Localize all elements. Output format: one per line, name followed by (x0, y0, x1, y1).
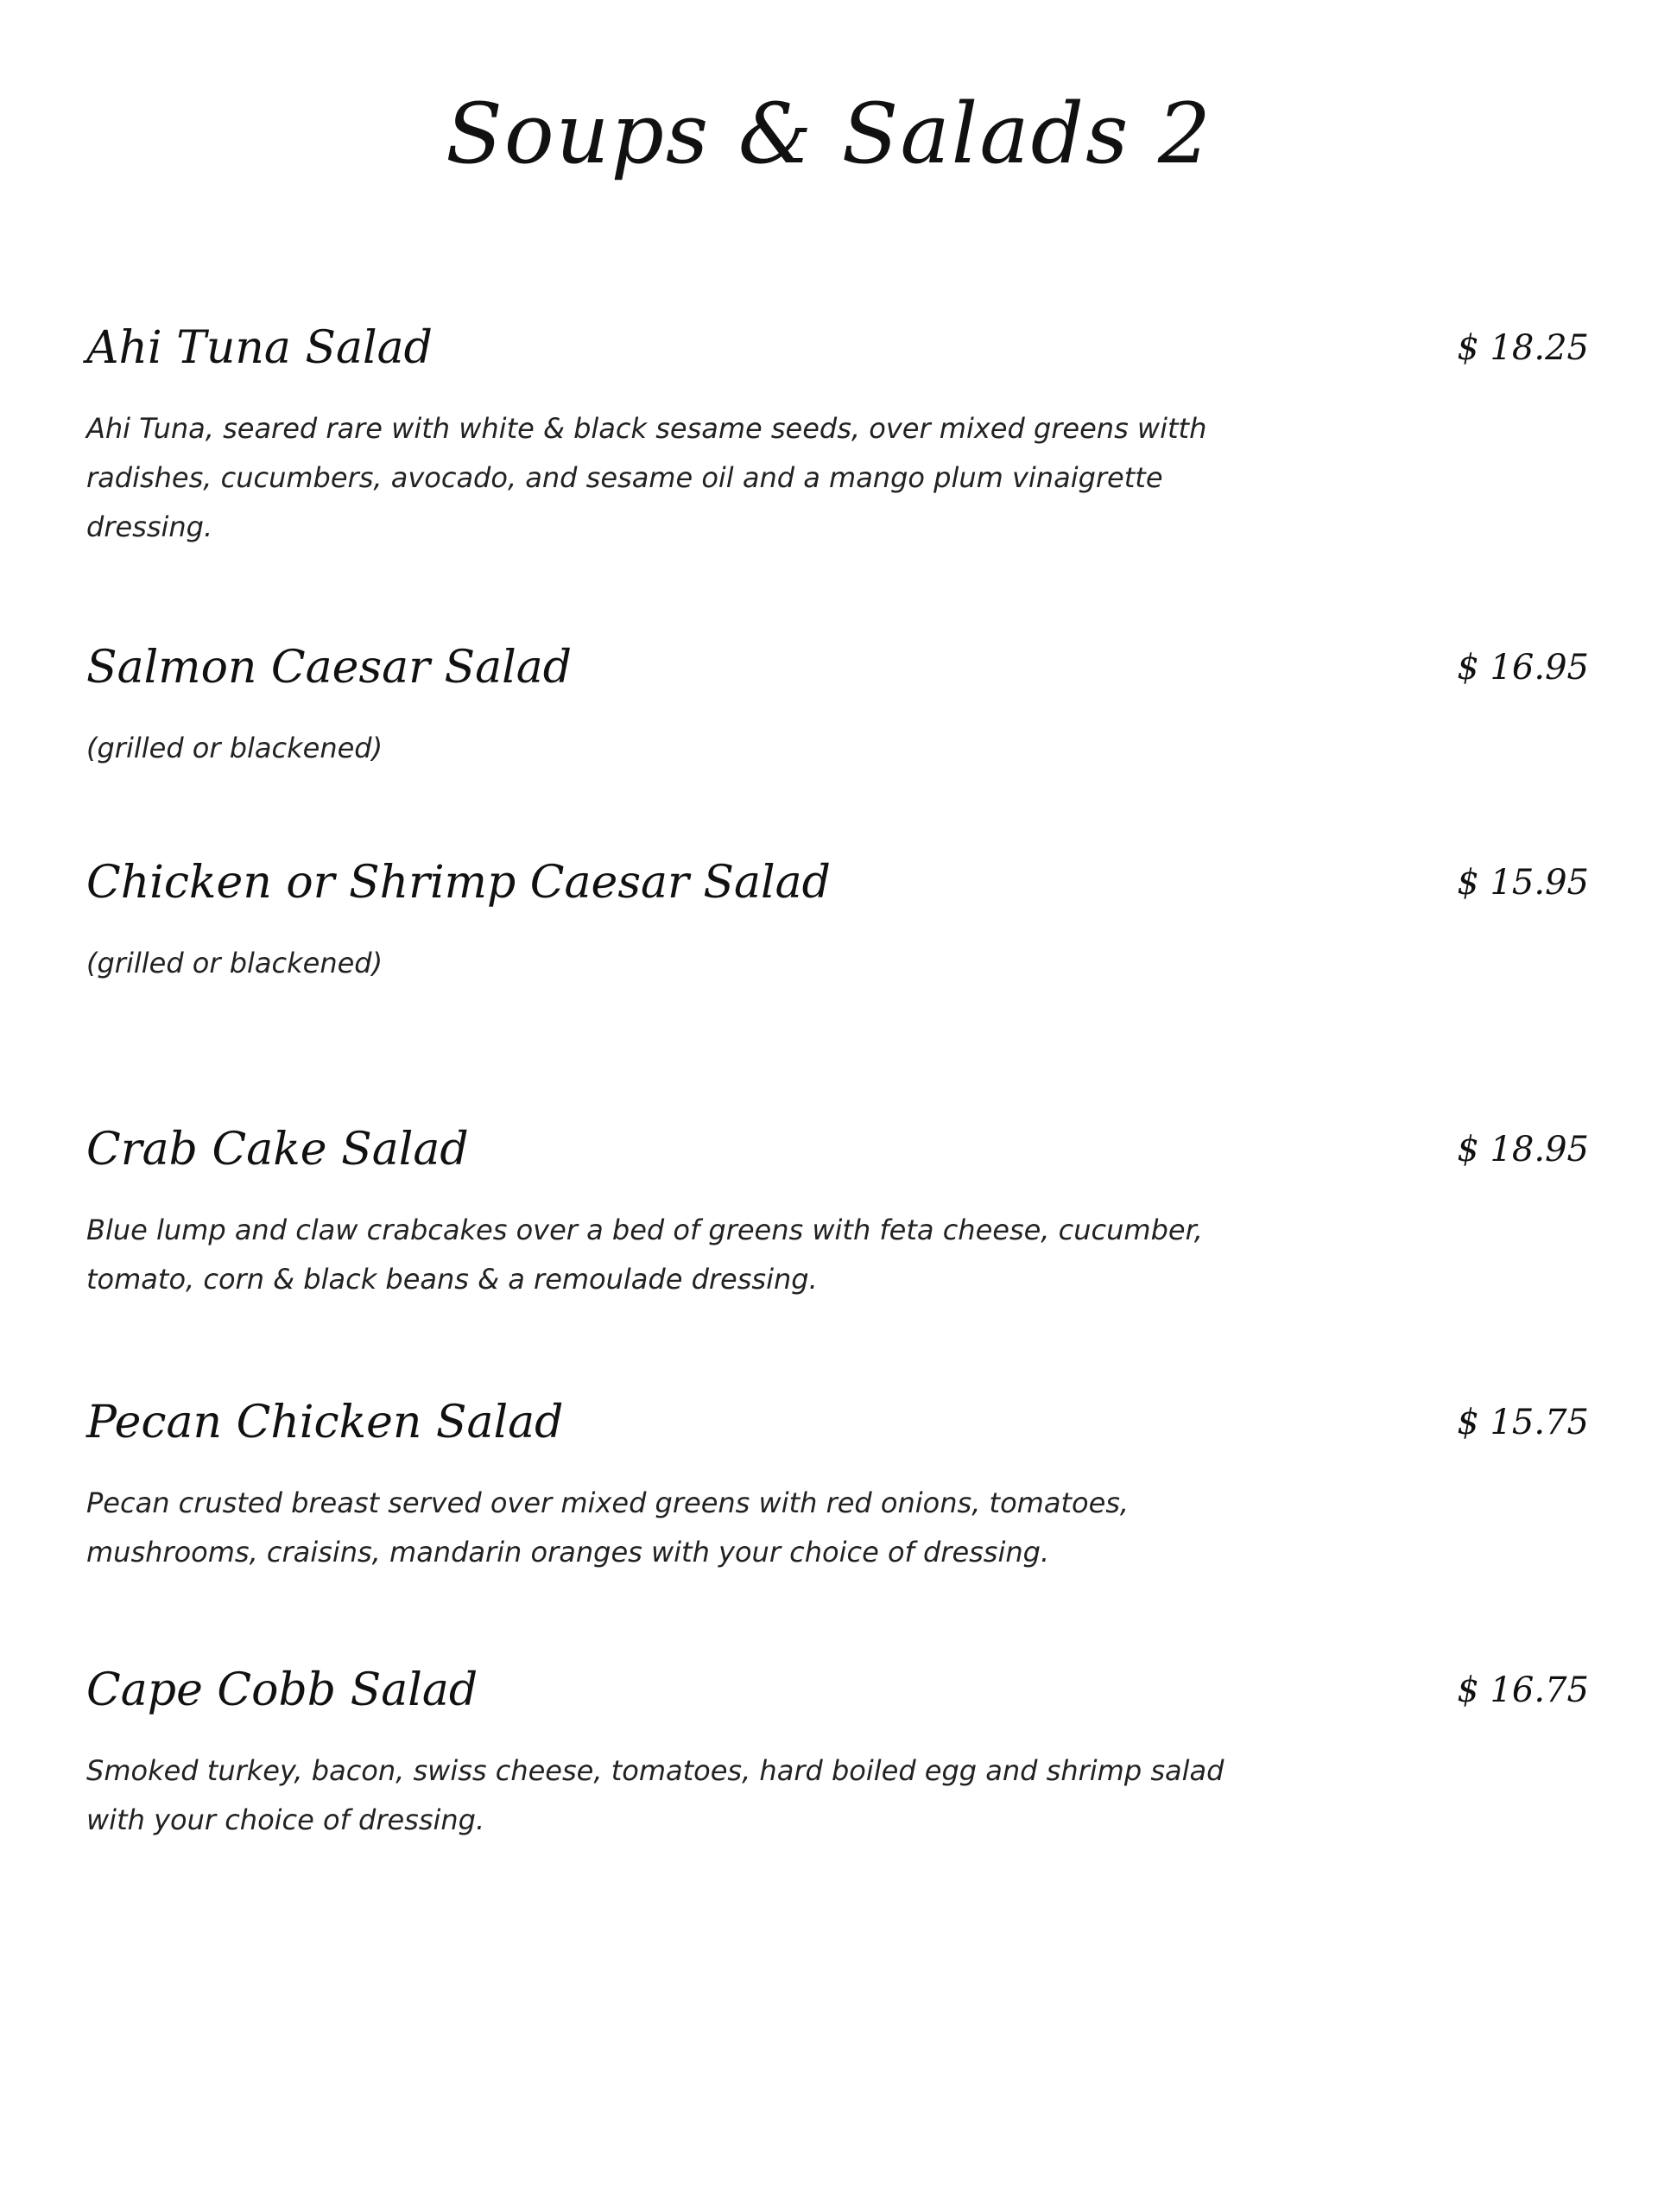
item-name: Pecan Chicken Salad (86, 1397, 564, 1448)
item-price: $ 16.75 (1457, 1670, 1589, 1710)
item-description: Blue lump and claw crabcakes over a bed of greens with feta cheese, cucumber, tomato, corn & black beans & a remoulade dressing. (86, 1214, 1203, 1296)
item-name: Ahi Tuna Salad (86, 322, 433, 374)
item-name: Cape Cobb Salad (86, 1664, 478, 1716)
item-name: Salmon Caesar Salad (86, 642, 573, 694)
page-title: Soups & Salads 2 (446, 86, 1212, 182)
item-description: Pecan crusted breast served over mixed greens with red onions, tomatoes, mushrooms, craisins, mandarin oranges with your choice of dressing. (86, 1486, 1130, 1569)
item-price: $ 18.25 (1457, 328, 1589, 368)
item-price: $ 15.75 (1457, 1403, 1589, 1442)
item-name: Crab Cake Salad (86, 1124, 469, 1176)
item-price: $ 16.95 (1457, 648, 1589, 688)
item-description: Smoked turkey, bacon, swiss cheese, tomatoes, hard boiled egg and shrimp salad with your choice of dressing. (86, 1754, 1225, 1836)
item-description: (grilled or blackened) (86, 947, 383, 979)
item-name: Chicken or Shrimp Caesar Salad (86, 857, 831, 909)
item-price: $ 18.95 (1457, 1130, 1589, 1169)
item-description: (grilled or blackened) (86, 732, 383, 764)
item-price: $ 15.95 (1457, 863, 1589, 903)
item-description: Ahi Tuna, seared rare with white & black sesame seeds, over mixed greens witth radishes, cucumbers, avocado, and sesame oil and a mango plum vinaigrette dressing. (86, 412, 1207, 543)
